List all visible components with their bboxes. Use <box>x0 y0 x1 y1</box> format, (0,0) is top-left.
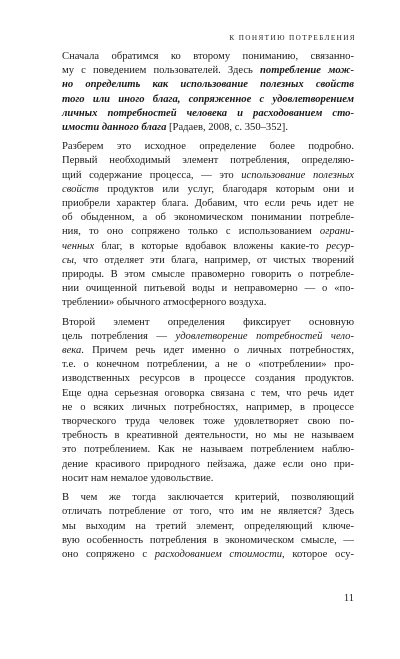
text-line: отличать потребление от того, что им не является? Здесь <box>62 506 354 518</box>
emphasis-text: удовлетворение потребностей чело- <box>175 330 354 342</box>
text-run: , которое осу- <box>282 548 354 560</box>
text-run: цель потребления — <box>62 330 176 342</box>
text-run: ния, то оно сопряжено только с использованием <box>62 226 320 238</box>
emphasis-text: ограни- <box>319 226 354 238</box>
text-line: нии очищенной питьевой воды и неправомерно — о «по- <box>62 283 354 295</box>
text-line: природы. В этом смысле правомерно говорить о потребле- <box>62 269 354 281</box>
definition-text: имости данного блага <box>62 122 167 134</box>
emphasis-text: свойств <box>62 183 99 195</box>
text-line <box>48 121 354 135</box>
text-line <box>48 50 354 64</box>
text-line <box>48 344 354 358</box>
text-line: Второй элемент определения фиксирует основную <box>62 316 354 328</box>
text-line: треблении» обычного атмосферного воздуха. <box>62 297 267 309</box>
text-line: мы выходим на третий элемент, определяющий ключе- <box>62 520 354 532</box>
text-line: Разберем это исходное определение более подробно. <box>62 141 354 153</box>
text-line: того или иного блага, сопряженное с удовлетворением <box>62 93 354 105</box>
emphasis-text: расходованием стоимости <box>154 548 283 560</box>
text-run: , что отделяет эти блага, например, от чистых творений <box>73 254 354 266</box>
paragraph-1 <box>48 50 354 135</box>
body-text <box>48 50 354 567</box>
running-header: К ПОНЯТИЮ ПОТРЕБЛЕНИЯ <box>229 34 356 42</box>
text-line <box>48 330 354 344</box>
text-line: приобрели характер блага. Добавим, что если речь идет не <box>62 198 354 210</box>
text-run: Сначала обратимся ко второму пониманию, связанно- <box>62 51 354 62</box>
emphasis-text: использование полезных <box>241 169 355 181</box>
citation: [Радаев, 2008, с. 350–352]. <box>166 122 288 134</box>
text-line <box>48 64 354 78</box>
text-line: творческого труда человек тоже удовлетворяет свою по- <box>62 416 354 428</box>
page-number: 11 <box>343 593 354 604</box>
text-line: дение красивого природного пейзажа, даже если оно при- <box>62 458 354 470</box>
text-line: об обыденном, а об экономическом понимании потребле- <box>62 212 354 224</box>
text-run: . Причем речь идет именно о личных потребностях, <box>81 345 354 357</box>
emphasis-text: сы <box>62 254 74 266</box>
text-line <box>48 169 354 183</box>
text-line: Первый необходимый элемент потребления, определяю- <box>62 155 354 167</box>
text-line: личных потребностей человека и расходованием сто- <box>62 107 354 119</box>
text-line <box>48 254 354 268</box>
emphasis-text: ченных <box>62 240 95 252</box>
text-run: щий содержание процесса, — это <box>62 169 242 181</box>
emphasis-text: века <box>62 345 82 357</box>
paragraph-3 <box>48 316 354 486</box>
text-run: продуктов или услуг, благодаря которым они и <box>98 183 354 195</box>
text-line: вую особенность потребления в экономическом смысле, — <box>62 534 354 546</box>
text-line <box>48 240 354 254</box>
text-run: му с поведением пользователей. Здесь <box>62 65 261 77</box>
text-line <box>48 548 354 562</box>
text-line: не о всяких личных потребностях, например, в процессе <box>62 401 354 413</box>
text-line: В чем же тогда заключается критерий, позволяющий <box>62 492 354 504</box>
text-line: носит нам немалое удовольствие. <box>62 472 214 484</box>
text-line: Еще одна серьезная оговорка связана с тем, что речь идет <box>62 387 354 399</box>
text-line: т.е. о конечном потреблении, а не о «потреблении» про- <box>62 359 354 371</box>
text-line: но определить как использование полезных свойств <box>62 79 354 91</box>
emphasis-text: ресур- <box>326 240 354 252</box>
text-line: это потреблением. Как не называем потреблением наблю- <box>62 444 354 456</box>
definition-text: потребление мож- <box>260 65 354 77</box>
paragraph-4 <box>48 491 354 562</box>
paragraph-2 <box>48 140 354 310</box>
text-run: благ, в которые вдобавок вложены какие-то <box>94 240 327 252</box>
text-line: требность в креативной деятельности, но мы не называем <box>62 430 354 442</box>
text-run: оно сопряжено с <box>62 548 155 560</box>
text-line <box>48 225 354 239</box>
text-line <box>48 183 354 197</box>
text-line: изводственных ресурсов в процессе создания продуктов. <box>62 373 354 385</box>
